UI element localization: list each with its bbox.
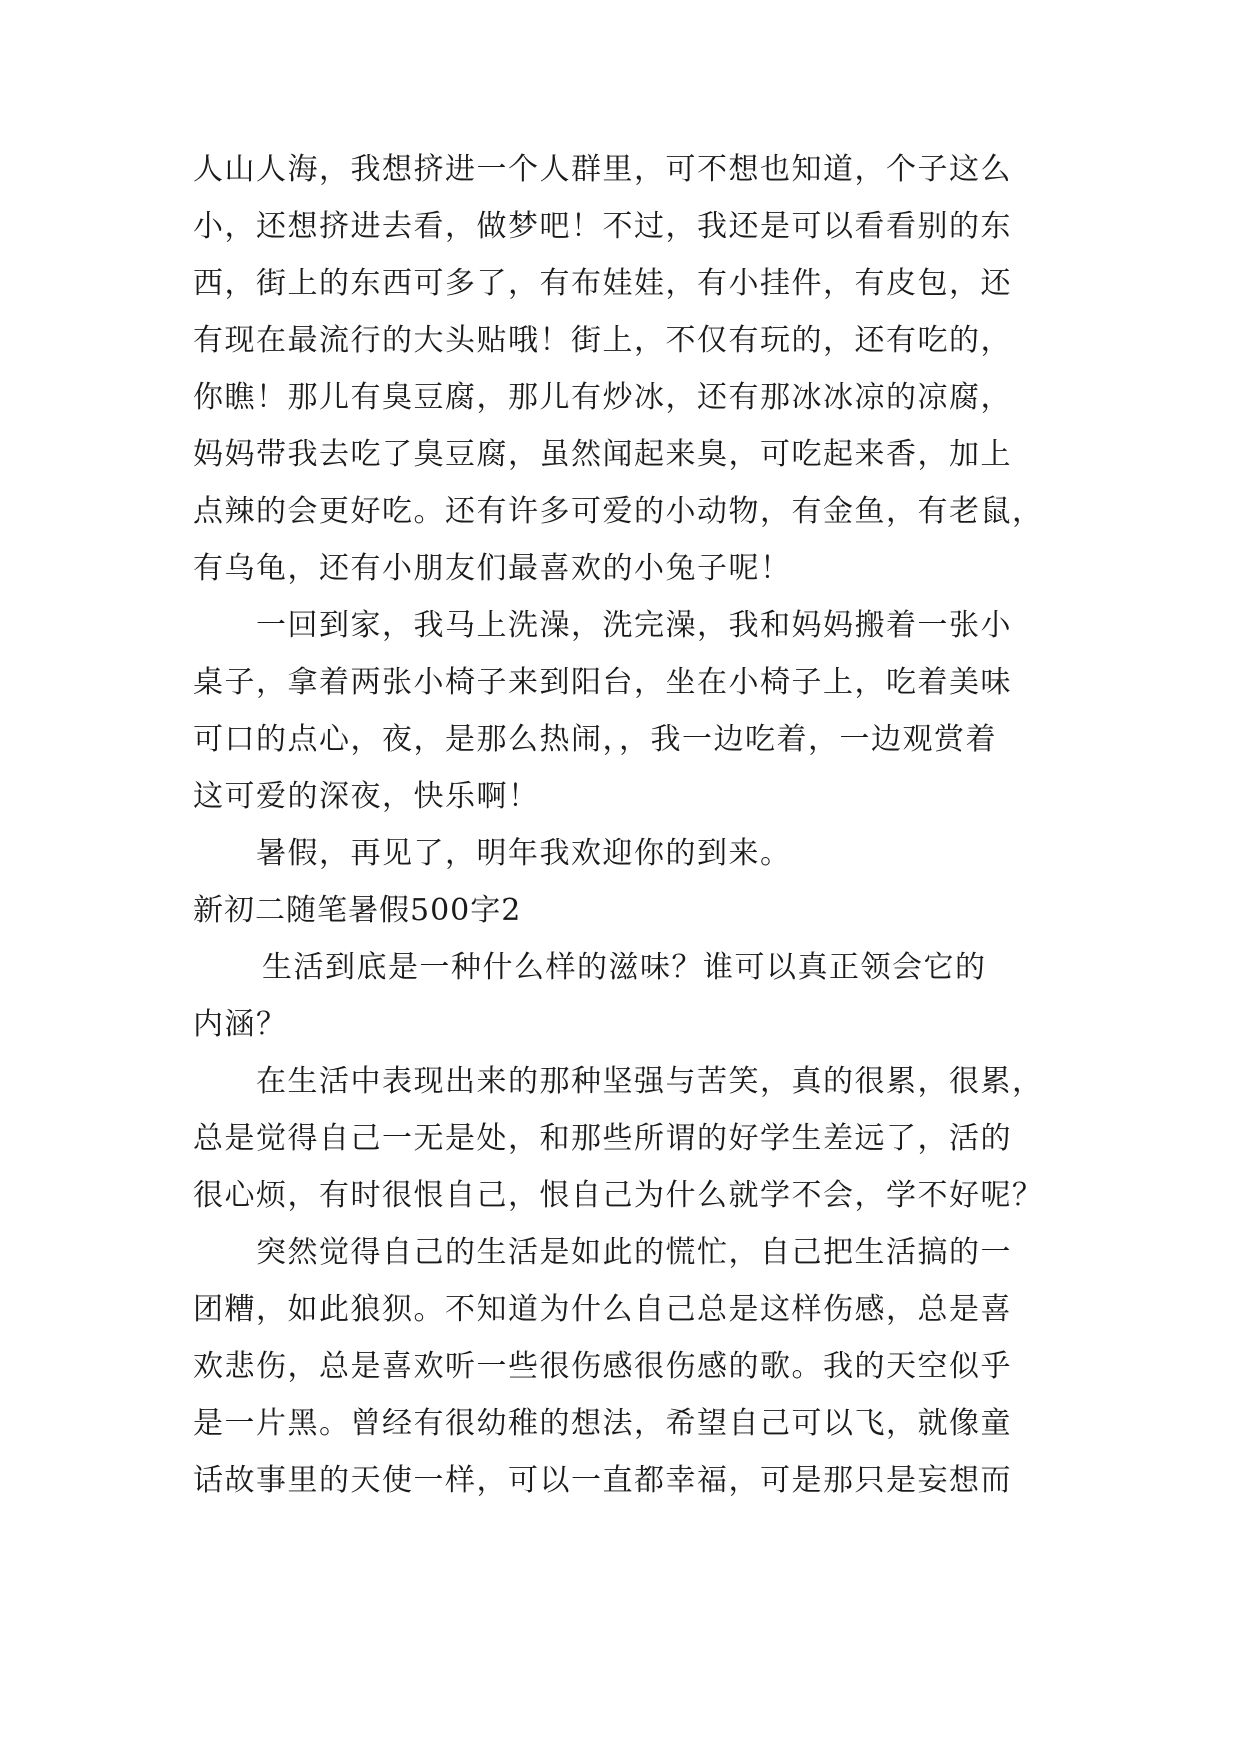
text-line: 这可爱的深夜，快乐啊！ [193,779,540,814]
text-line: 突然觉得自己的生活是如此的慌忙，自己把生活搞的一 [256,1235,1012,1270]
text-line: 是一片黑。曾经有很幼稚的想法，希望自己可以飞，就像童 [193,1406,1012,1441]
text-line: 妈妈带我去吃了臭豆腐，虽然闻起来臭，可吃起来香，加上 [193,437,1012,472]
text-line: 内涵？ [193,1007,288,1042]
text-line: 暑假，再见了，明年我欢迎你的到来。 [256,836,792,871]
text-line: 很心烦，有时很恨自己，恨自己为什么就学不会，学不好呢？ [193,1178,1044,1213]
text-line: 桌子，拿着两张小椅子来到阳台，坐在小椅子上，吃着美味 [193,665,1012,700]
text-line: 一回到家，我马上洗澡，洗完澡，我和妈妈搬着一张小 [256,608,1012,643]
text-line: 小，还想挤进去看，做梦吧！不过，我还是可以看看别的东 [193,209,1012,244]
text-line: 西，街上的东西可多了，有布娃娃，有小挂件，有皮包，还 [193,266,1012,301]
text-line: 有乌龟，还有小朋友们最喜欢的小兔子呢！ [193,551,792,586]
section-heading: 新初二随笔暑假500字2 [193,893,522,928]
text-line: 你瞧！那儿有臭豆腐，那儿有炒冰，还有那冰冰凉的凉腐， [193,380,1012,415]
text-line: 团糟，如此狼狈。不知道为什么自己总是这样伤感，总是喜 [193,1292,1012,1327]
text-line: 有现在最流行的大头贴哦！街上，不仅有玩的，还有吃的， [193,323,1012,358]
text-line: 欢悲伤，总是喜欢听一些很伤感很伤感的歌。我的天空似乎 [193,1349,1012,1384]
text-line: 话故事里的天使一样，可以一直都幸福，可是那只是妄想而 [193,1463,1012,1498]
text-line: 可口的点心，夜，是那么热闹，，我一边吃着，一边观赏着 [193,722,997,757]
text-line: 点辣的会更好吃。还有许多可爱的小动物，有金鱼，有老鼠， [193,494,1044,529]
text-line: 在生活中表现出来的那种坚强与苦笑，真的很累，很累， [256,1064,1044,1099]
text-line: 人山人海，我想挤进一个人群里，可不想也知道，个子这么 [193,152,1012,187]
text-line: 生活到底是一种什么样的滋味？谁可以真正领会它的 [262,950,987,985]
text-line: 总是觉得自己一无是处，和那些所谓的好学生差远了，活的 [193,1121,1012,1156]
